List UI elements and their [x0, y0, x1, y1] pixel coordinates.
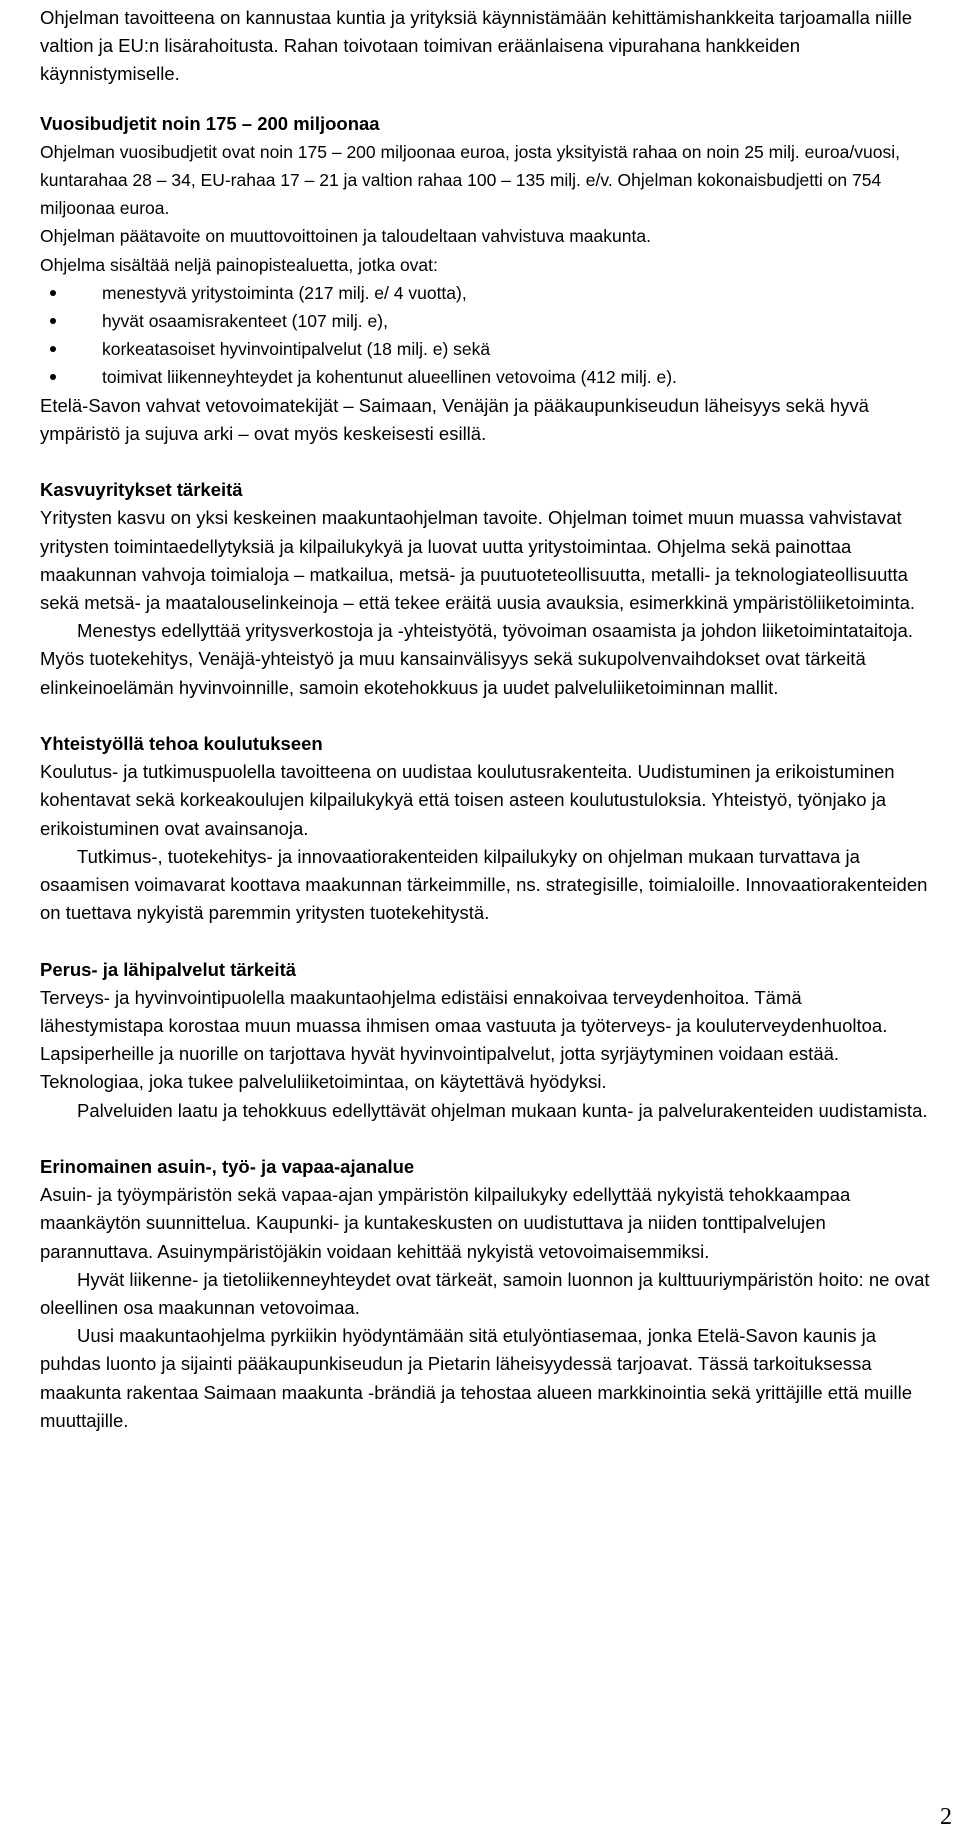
section-education [40, 730, 930, 927]
section-growth [40, 476, 930, 702]
growth-paragraph-2: Menestys edellyttää yritysverkostoja ja -yhteistyötä, työvoiman osaamista ja johdon liiketoimintataitoja. Myös tuotekehitys, Venäjä-yhteistyö ja muu kansainvälisyys sekä sukupolvenvaihdokset ovat tärkeitä elinkeinoelämän hyvinvoinnille, samoin ekotehokkuus ja uudet palveluliiketoiminnan mallit. [40, 620, 913, 698]
budget-paragraph-2: Ohjelman päätavoite on muuttovoittoinen ja taloudeltaan vahvistuva maakunta. [40, 226, 651, 247]
section-budget [40, 110, 930, 448]
budget-paragraph-3: Ohjelma sisältää neljä painopistealuetta, jotka ovat: [40, 254, 438, 275]
bullet-icon [50, 290, 56, 296]
list-item: korkeatasoiset hyvinvointipalvelut (18 milj. e) sekä [40, 335, 930, 363]
section-heading-education: Yhteistyöllä tehoa koulutukseen [40, 733, 323, 755]
section-services [40, 956, 930, 1125]
budget-paragraph-1: Ohjelman vuosibudjetit ovat noin 175 – 200 miljoonaa euroa, josta yksityistä rahaa on noin 25 milj. euroa/vuosi, kuntarahaa 28 – 34, EU-rahaa 17 – 21 ja valtion rahaa 100 – 135 milj. e/v. Ohjelman kokonaisbudjetti on 754 miljoonaa euroa. [40, 141, 900, 219]
section-heading-budget: Vuosibudjetit noin 175 – 200 miljoonaa [40, 112, 380, 134]
services-paragraph-2: Palveluiden laatu ja tehokkuus edellyttävät ohjelman mukaan kunta- ja palvelurakenteiden uudistamista. [77, 1099, 928, 1121]
section-heading-services: Perus- ja lähipalvelut tärkeitä [40, 958, 297, 980]
page-number: 2 [940, 1804, 952, 1830]
living-paragraph-2: Hyvät liikenne- ja tietoliikenneyhteydet ovat tärkeät, samoin luonnon ja kulttuuriympäristön hoito: ne ovat oleellinen osa maakunnan vetovoimaa. [40, 1268, 930, 1319]
living-paragraph-1: Asuin- ja työympäristön sekä vapaa-ajan ympäristön kilpailukyky edellyttää nykyistä tehokkaampaa maankäytön suunnittelua. Kaupunki- ja kuntakeskusten on uudistuttava ja niiden tonttipalvelujen parannuttava. Asuinympäristöjäkin voidaan kehittää nykyistä vetovoimaisemmiksi. [40, 1184, 851, 1262]
list-item: hyvät osaamisrakenteet (107 milj. e), [40, 307, 930, 335]
priority-list [40, 279, 930, 392]
bullet-icon [50, 374, 56, 380]
section-living [40, 1153, 930, 1435]
section-heading-growth: Kasvuyritykset tärkeitä [40, 479, 243, 501]
bullet-icon [50, 346, 56, 352]
bullet-icon [50, 318, 56, 324]
services-paragraph-1: Terveys- ja hyvinvointipuolella maakuntaohjelma edistäisi ennakoivaa terveydenhoitoa. Tämä lähestymistapa korostaa muun muassa ihmisen omaa vastuuta ja työterveys- ja kouluterveydenhuoltoa. Lapsiperheille ja nuorille on tarjottava hyvät hyvinvointipalvelut, jotta syrjäytyminen voidaan estää. Teknologiaa, joka tukee palveluliiketoimintaa, on käytettävä hyödyksi. [40, 986, 888, 1093]
living-paragraph-3: Uusi maakuntaohjelma pyrkiikin hyödyntämään sitä etulyöntiasemaa, jonka Etelä-Savon kaunis ja puhdas luonto ja sijainti pääkaupunkiseudun ja Pietarin läheisyydessä tarjoavat. Tässä tarkoituksessa maakunta rakentaa Saimaan maakunta -brändiä ja tehostaa alueen markkinointia sekä yrittäjille että muille muuttajille. [40, 1325, 913, 1431]
education-paragraph-2: Tutkimus-, tuotekehitys- ja innovaatiorakenteiden kilpailukyky on ohjelman mukaan turvattava ja osaamisen voimavarat koottava maakunnan tärkeimmille, ns. strategisille, toimialoille. Innovaatiorakenteiden on tuettava nykyistä paremmin yritysten tuotekehitystä. [40, 845, 928, 924]
list-item: toimivat liikenneyhteydet ja kohentunut alueellinen vetovoima (412 milj. e). [40, 363, 930, 391]
education-paragraph-1: Koulutus- ja tutkimuspuolella tavoitteena on uudistaa koulutusrakenteita. Uudistuminen ja erikoistuminen kohentavat sekä korkeakoulujen kilpailukykyä että toisen asteen koulutustuloksia. Yhteistyö, työnjako ja erikoistuminen ovat avainsanoja. [40, 761, 895, 839]
budget-paragraph-4: Etelä-Savon vahvat vetovoimatekijät – Saimaan, Venäjän ja pääkaupunkiseudun läheisyys sekä hyvä ympäristö ja sujuva arki – ovat myös keskeisesti esillä. [40, 394, 869, 444]
list-item: menestyvä yritystoiminta (217 milj. e/ 4 vuotta), [40, 279, 930, 307]
intro-paragraph: Ohjelman tavoitteena on kannustaa kuntia ja yrityksiä käynnistämään kehittämishankkeita tarjoamalla niille valtion ja EU:n lisärahoitusta. Rahan toivotaan toimivan eräänlaisena vipurahana hankkeiden käynnistymiselle. [40, 7, 913, 85]
growth-paragraph-1: Yritysten kasvu on yksi keskeinen maakuntaohjelman tavoite. Ohjelman toimet muun muassa vahvistavat yritysten toimintaedellytyksiä ja kilpailukykyä ja luovat uutta yritystoimintaa. Ohjelma sekä painottaa maakunnan vahvoja toimialoja – matkailua, metsä- ja puutuoteteollisuutta, metalli- ja teknologiateollisuutta sekä metsä- ja maatalouselinkeinoja – että tekee eräitä uusia avauksia, esimerkkinä ympäristöliiketoiminta. [40, 507, 916, 614]
section-heading-living: Erinomainen asuin-, työ- ja vapaa-ajanalue [40, 1156, 415, 1178]
document-body [40, 4, 930, 1435]
